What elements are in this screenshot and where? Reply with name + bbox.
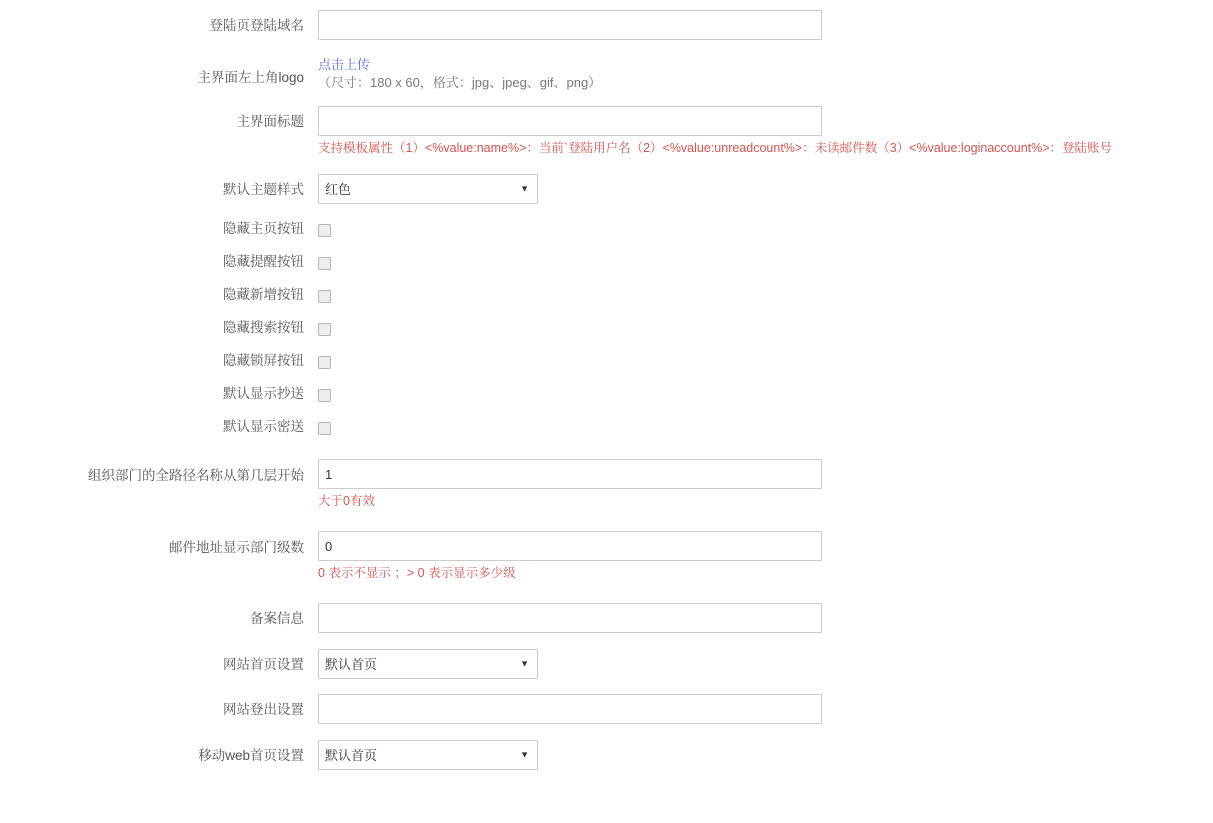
form-row-theme: [0, 156, 1213, 204]
label-hide-search-button: 隐藏搜索按钮: [223, 320, 304, 336]
chevron-down-icon: ▼: [520, 749, 529, 760]
label-hide-home-button: 隐藏主页按钮: [223, 221, 304, 236]
field-mail-dept-level: [318, 531, 1213, 581]
form-row-logo: [0, 40, 1213, 92]
main-title-input[interactable]: [318, 106, 822, 136]
field-hide-remind-button: [318, 254, 1213, 270]
form-row-main-title: [0, 92, 1213, 156]
label-show-cc: 默认显示抄送: [223, 386, 304, 402]
icp-info-input[interactable]: [318, 603, 822, 633]
mail-dept-level-hint: 0 表示不显示 ；> 0 表示显示多少级: [318, 566, 516, 581]
field-show-cc: [318, 386, 1213, 402]
form-row-mail-dept-level: [0, 509, 1213, 581]
dept-path-depth-hint: 大于0有效: [318, 494, 375, 509]
label-main-title: 主界面标题: [236, 114, 304, 129]
label-show-bcc: 默认显示密送: [223, 419, 304, 435]
form-row-hide-lock-button: [0, 336, 1213, 369]
hide-remind-button-checkbox[interactable]: [318, 257, 331, 270]
form-row-hide-remind-button: [0, 237, 1213, 270]
field-site-logout: [318, 694, 1213, 724]
dept-path-depth-input[interactable]: [318, 459, 822, 489]
form-row-dept-path-depth: [0, 435, 1213, 509]
form-row-show-cc: [0, 369, 1213, 402]
label-icp-info: 备案信息: [250, 611, 304, 627]
label-login-domain: 登陆页登陆域名: [209, 18, 304, 33]
form-row-hide-search-button: [0, 303, 1213, 336]
field-site-homepage: [318, 649, 1213, 679]
site-homepage-select-wrap: [318, 649, 538, 679]
theme-select-wrap: [318, 174, 538, 204]
label-hide-add-button: 隐藏新增按钮: [223, 287, 304, 303]
field-logo: [318, 56, 1213, 92]
label-mail-dept-level: 邮件地址显示部门级数: [169, 540, 304, 556]
chevron-down-icon: ▼: [520, 658, 529, 669]
label-hide-remind-button: 隐藏提醒按钮: [223, 254, 304, 270]
hide-search-button-checkbox[interactable]: [318, 323, 331, 336]
field-theme: [318, 174, 1213, 204]
field-hide-add-button: [318, 287, 1213, 303]
site-logout-input[interactable]: [318, 694, 822, 724]
form-row-site-logout: [0, 679, 1213, 724]
label-site-homepage: 网站首页设置: [223, 657, 304, 673]
hide-add-button-checkbox[interactable]: [318, 290, 331, 303]
site-homepage-select[interactable]: [318, 649, 538, 679]
form-row-mobile-homepage: [0, 724, 1213, 770]
theme-select[interactable]: [318, 174, 538, 204]
mobile-homepage-select-wrap: [318, 740, 538, 770]
form-row-show-bcc: [0, 402, 1213, 435]
field-mobile-homepage: [318, 740, 1213, 770]
field-main-title: [318, 106, 1213, 156]
form-row-hide-home-button: [0, 204, 1213, 237]
show-bcc-checkbox[interactable]: [318, 422, 331, 435]
hide-lock-button-checkbox[interactable]: [318, 356, 331, 369]
field-hide-home-button: [318, 221, 1213, 237]
main-title-hint: 支持模板属性（1）<%value:name%>：当前`登陆用户名（2）<%value:unreadcount%>：未读邮件数（3）<%value:loginaccount%>：登陆账号: [318, 141, 1113, 155]
field-dept-path-depth: [318, 459, 1213, 509]
mobile-homepage-select[interactable]: [318, 740, 538, 770]
label-logo: 主界面左上角logo: [197, 70, 304, 85]
show-cc-checkbox[interactable]: [318, 389, 331, 402]
field-hide-search-button: [318, 320, 1213, 336]
field-icp-info: [318, 603, 1213, 633]
label-theme: 默认主题样式: [223, 182, 304, 197]
label-dept-path-depth: 组织部门的全路径名称从第几层开始: [88, 468, 304, 484]
form-row-login-domain: [0, 0, 1213, 40]
mail-dept-level-input[interactable]: [318, 531, 822, 561]
field-login-domain: [318, 10, 1213, 40]
form-row-site-homepage: [0, 633, 1213, 679]
chevron-down-icon: ▼: [520, 183, 529, 194]
login-domain-input[interactable]: [318, 10, 822, 40]
logo-hint: （尺寸：180 x 60，格式：jpg、jpeg、gif、png）: [318, 75, 602, 90]
field-show-bcc: [318, 419, 1213, 435]
label-hide-lock-button: 隐藏锁屏按钮: [223, 353, 304, 369]
hide-home-button-checkbox[interactable]: [318, 224, 331, 237]
field-hide-lock-button: [318, 353, 1213, 369]
label-mobile-homepage: 移动web首页设置: [198, 748, 304, 764]
label-site-logout: 网站登出设置: [223, 702, 304, 718]
upload-logo-link[interactable]: 点击上传: [318, 57, 371, 72]
form-row-hide-add-button: [0, 270, 1213, 303]
form-row-icp-info: [0, 581, 1213, 633]
